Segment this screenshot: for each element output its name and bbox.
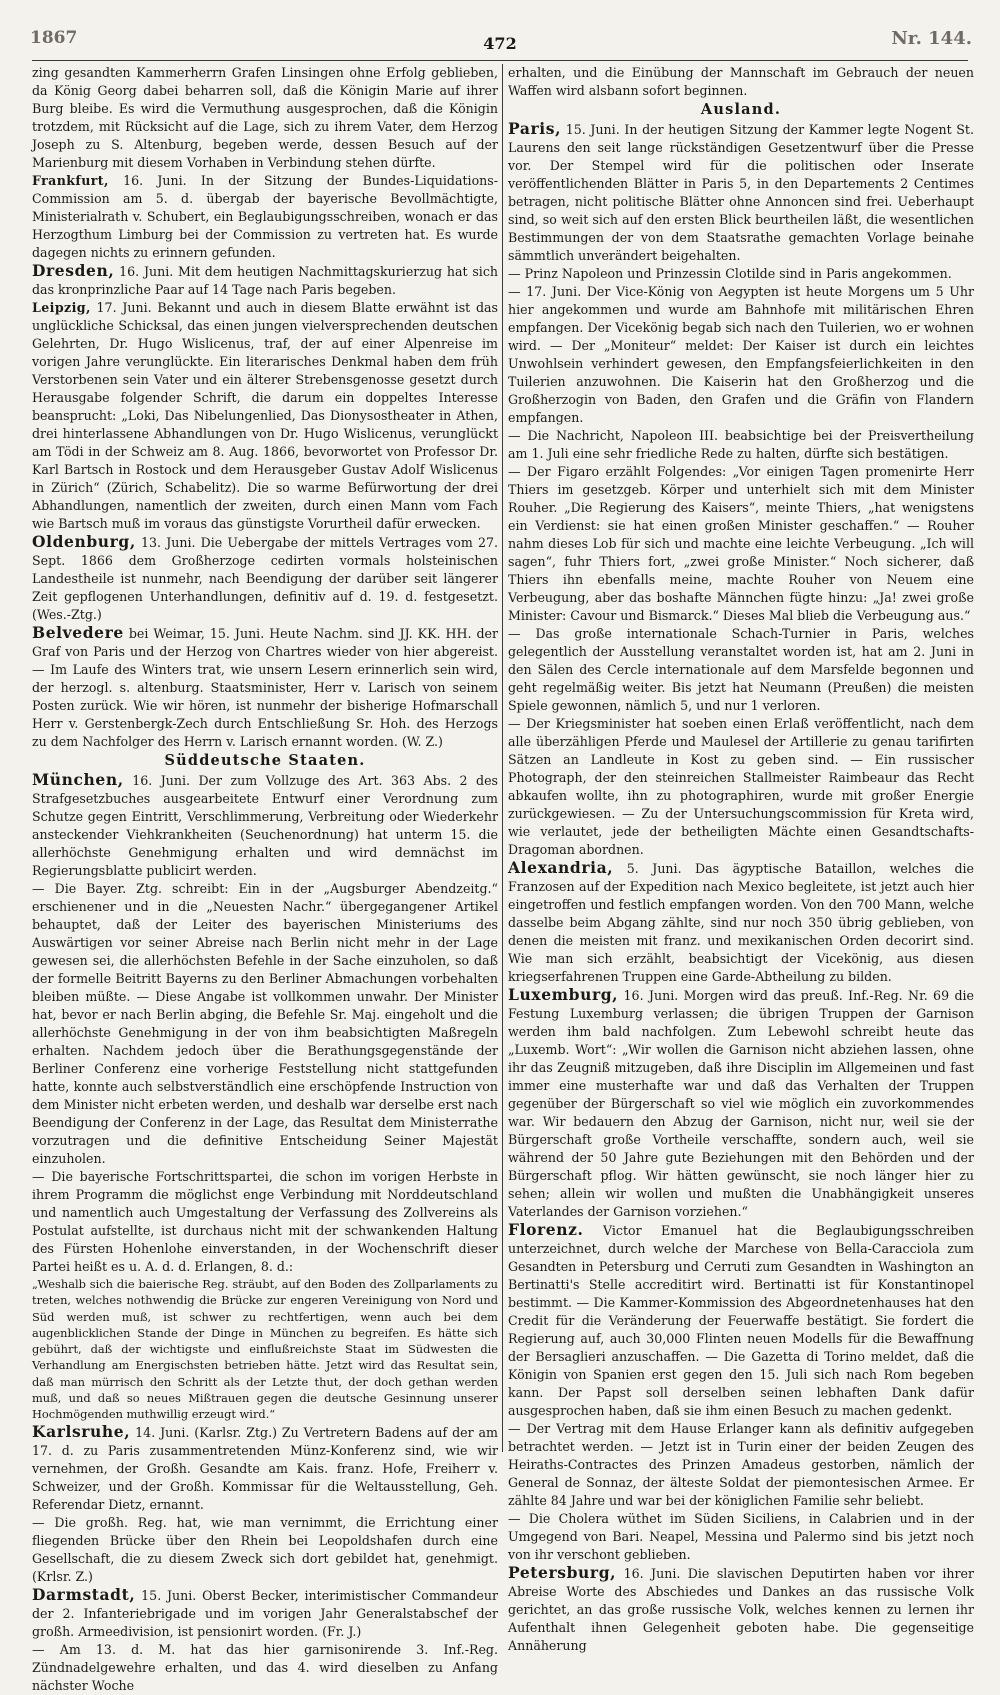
article-paragraph: — Der Vertrag mit dem Hause Erlanger kann als definitiv aufgegeben betrachtet werden. — Jetzt ist in Turin einer der beiden Zeugen des Heiraths-Contractes des Prinzen Amadeus gestorben, nämlich der General de Sonnaz, der älteste Soldat der piemontesischen Armee. Er zählte 84 Jahre und war bei der königlichen Familie sehr beliebt.	[508, 1421, 974, 1508]
article-paragraph: — Die Bayer. Ztg. schreibt: Ein in der „Augsburger Abendzeitg.“ erschienener und in die „Neuesten Nachr.“ übergegangener Artikel behauptet, daß der Leiter des bayerischen Ministeriums des Auswärtigen vor seiner Abreise nach Berlin nicht mehr in der Lage gewesen sei, die allerhöchsten Befehle in der Sache einzuholen, so daß der formelle Beitritt Bayerns zu den Berliner Abmachungen vorbehalten bleiben müßte. — Diese Angabe ist vollkommen unwahr. Der Minister hat, bevor er nach Berlin abging, die Befehle Sr. Maj. eingeholt und die allerhöchste Genehmigung in der von ihm beabsichtigten Maßregeln erhalten. Nachdem jedoch über die Berathungsgegenstände der Berliner Conferenz eine vorherige Feststellung nicht stattgefunden hatte, konnte auch selbstverständlich eine erschöpfende Instruction von dem Minister nicht erbeten werden, und deshalb war derselbe erst nach Beendigung der Conferenz in der Lage, das Resultat dem Ministerrathe vorzutragen und die definitive Entscheidung Seiner Majestät einzuholen.	[32, 881, 498, 1166]
article-paragraph: — Die Nachricht, Napoleon III. beabsichtige bei der Preisvertheilung am 1. Juli eine sehr friedliche Rede zu halten, dürfte sich bestätigen.	[508, 428, 974, 461]
section-heading: Süddeutsche Staaten.	[164, 752, 366, 769]
dateline-place: Karlsruhe,	[32, 1421, 131, 1441]
article-florenz	[508, 1221, 974, 1420]
dateline-place: Florenz.	[508, 1220, 584, 1239]
issue-number: Nr. 144.	[891, 28, 972, 49]
dateline-place: Petersburg,	[508, 1563, 617, 1582]
article-darmstadt	[32, 1586, 498, 1641]
article-oldenburg	[32, 533, 498, 624]
dateline-place: Frankfurt,	[32, 173, 109, 188]
article-paragraph: — Die bayerische Fortschrittspartei, die schon im vorigen Herbste in ihrem Programm die möglichst enge Verbindung mit Norddeutschland und namentlich auch Umgestaltung der Verfassung des Zollvereins als Postulat aufstellte, ist durchaus nicht mit der schwankenden Haltung des Fürsten Hohenlohe einverstanden, in der Wochenschrift dieser Partei heißt es u. A. d. d. Erlangen, 8. d.:	[32, 1169, 498, 1274]
quoted-paragraph: „Weshalb sich die baierische Reg. sträubt, auf den Boden des Zollparlaments zu treten, welches nothwendig die Brücke zur engeren Vereinigung von Nord und Süd werden muß, ist schwer zu rechtfertigen, wenn auch bei dem augenblicklichen Stande der Dinge in München zu begreifen. Es hätte sich gebührt, daß der wichtigste und einflußreichste Staat im Südwesten die Verhandlung am Energischsten betrieben hätte. Jetzt wird das Resultat sein, daß man mürrisch den Schritt als der Letzte thut, der doch gethan werden muß, und daß so neues Mißtrauen gegen die deutsche Gesinnung unserer Hochmögenden muthwillig erzeugt wird.“	[32, 1277, 498, 1422]
article-muenchen	[32, 771, 498, 880]
article-text: 15. Juni. Oberst Becker, interimistischer Commandeur der 2. Infanteriebrigade und im vorigen Jahr Generalstabschef der großh. Armeedivision, ist pensionirt worden. (Fr. J.)	[32, 1587, 498, 1639]
article-paragraph: — Am 13. d. M. hat das hier garnisonirende 3. Inf.-Reg. Zündnadelgewehre erhalten, und das 4. wird dieselben zu Anfang nächster Woche	[32, 1641, 498, 1693]
article-text: bei Weimar, 15. Juni. Heute Nachm. sind JJ. KK. HH. der Graf von Paris und der Herzog von Chartres wieder von hier abgereist. — Im Laufe des Winters trat, wie unsern Lesern erinnerlich sein wird, der herzogl. s. altenburg. Staatsminister, Herr v. Larisch von seinem Posten zurück. Wie wir hören, ist nunmehr der bisherige Hofmarschall Herr v. Gerstenbergk-Zech durch Entschließung Sr. Hoh. des Herzogs zu dem Nachfolger des Herrn v. Larisch ernannt worden. (W. Z.)	[32, 626, 498, 749]
dateline-place: München,	[32, 770, 124, 789]
dateline-place: Dresden,	[32, 261, 115, 280]
article-paragraph: — Prinz Napoleon und Prinzessin Clotilde sind in Paris angekommen.	[508, 266, 952, 281]
article-petersburg	[508, 1564, 974, 1655]
article-text: Victor Emanuel hat die Beglaubigungsschreiben unterzeichnet, durch welche der Marchese von Bella-Caracciola zum Gesandten in Petersburg und Cerruti zum Gesandten in Washington an Bertinatti's Stelle accreditirt wird. Bertinatti ist für Konstantinopel bestimmt. — Die Kammer-Kommission des Abgeordnetenhauses hat den Credit für die Veränderung der Feuerwaffe bestätigt. Sie fordert die Regierung auf, auch 30,000 Flinten neuen Modells für die Bewaffnung der Bersaglieri anzuschaffen. — Die Gazetta di Torino meldet, daß die Königin von Spanien erst gegen den 15. Juli sich nach Rom begeben kann. Der Papst soll derselben seinen lebhaften Dank dafür ausgesprochen haben, daß sie ihm einen Besuch zu machen gedenkt.	[508, 1223, 974, 1418]
dateline-place: Paris,	[508, 119, 562, 138]
dateline-place: Belvedere	[32, 623, 124, 642]
header-year: 1867	[30, 28, 78, 48]
dateline-place: Leipzig,	[32, 300, 91, 315]
article-paragraph: — Die großh. Reg. hat, wie man vernimmt, die Errichtung einer fliegenden Brücke über den Rhein bei Leopoldshafen durch eine Gesellschaft, die zu diesem Zweck sich dort gebildet hat, genehmigt. (Krlsr. Z.)	[32, 1514, 498, 1584]
article-text: 14. Juni. (Karlsr. Ztg.) Zu Vertretern Badens auf der am 17. d. zu Paris zusammentretenden Münz-Konferenz sind, wie wir vernehmen, der Großh. Gesandte am Kais. franz. Hofe, Freiherr v. Schweizer, und der Großh. Kommissar für die Weltausstellung, Geh. Referendar Dietz, ernannt.	[32, 1424, 498, 1512]
article-paris	[508, 120, 974, 265]
right-column	[508, 64, 974, 1653]
article-alexandria	[508, 859, 974, 986]
article-belvedere	[32, 624, 498, 751]
article-paragraph: — Das große internationale Schach-Turnier in Paris, welches gelegentlich der Ausstellung veranstaltet worden ist, hat am 2. Juni in den Sälen des Cercle internationale auf dem Marsfelde begonnen und geht regelmäßig weiter. Bis jetzt hat Neumann (Preußen) die meisten Spiele gewonnen, nämlich 5, und nur 1 verloren.	[508, 626, 974, 713]
article-dresden	[32, 262, 498, 299]
article-text: 5. Juni. Das ägyptische Bataillon, welches die Franzosen auf der Expedition nach Mexico begleitete, ist jetzt auch hier eingetroffen und festlich empfangen worden. Von den 700 Mann, welche dasselbe beim Abgang zählte, sind nur noch 350 übrig geblieben, von denen die meisten mit franz. und mexikanischen Orden decorirt sind. Wie man sich erzählt, beabsichtigt der Vicekönig, aus diesen kriegserfahrenen Truppen eine Garde-Abtheilung zu bilden.	[508, 861, 974, 984]
article-frankfurt	[32, 172, 498, 262]
article-paragraph: — Der Kriegsminister hat soeben einen Erlaß veröffentlicht, nach dem alle überzähligen Pferde und Maulesel der Artillerie zu genau tarifirten Sätzen an Landleute in Kost zu geben sind. — Ein russischer Photograph, der den steinreichen Stallmeister Raimbeaur das Recht abkaufen wollte, ihn zu photographiren, wurde mit großer Energie zurückgewiesen. — Zu der Untersuchungscommission für Kreta wird, wie verlautet, jede der betheiligten Mächte einen Gesandtschafts-Dragoman abordnen.	[508, 716, 974, 857]
page-header	[0, 0, 1000, 54]
article-paragraph: — Der Figaro erzählt Folgendes: „Vor einigen Tagen promenirte Herr Thiers im gesetzgeb. Körper und unterhielt sich mit dem Minister Rouher. „Die Regierung des Kaisers“, meinte Thiers, „hat wenigstens ein Verdienst: sie hat einen großen Minister geschaffen.“ — Rouher nahm dieses Lob für sich und machte eine leichte Verbeugung. „Ich will sagen“, fuhr Thiers fort, „zwei große Minister.“ Noch sicherer, daß Thiers ihn ebenfalls meine, machte Rouher von Neuem eine Verbeugung, aber das boshafte Männchen fügte hinzu: „Ja! zwei große Minister: Cavour und Bismarck.“ Dieses Mal blieb die Verbeugung aus.“	[508, 464, 974, 623]
column-divider	[502, 64, 503, 1452]
dateline-place: Luxemburg,	[508, 985, 619, 1004]
article-text: 16. Juni. In der Sitzung der Bundes-Liquidations-Commission am 5. d. übergab der bayerische Bevollmächtigte, Ministerialrath v. Schubert, ein Beglaubigungsschreiben, wonach er das Herzogthum Limburg bei der Commission zu vertreten hat. Es wurde dagegen nichts zu erinnern gefunden.	[32, 173, 498, 260]
left-column	[32, 64, 498, 1693]
article-text: 16. Juni. Mit dem heutigen Nachmittagskurierzug hat sich das kronprinzliche Paar auf 14 Tage nach Paris begeben.	[32, 264, 498, 297]
dateline-place: Darmstadt,	[32, 1584, 136, 1604]
dateline-place: Oldenburg,	[32, 532, 136, 551]
article-leipzig	[32, 299, 498, 533]
header-rule	[32, 60, 968, 61]
article-paragraph: zing gesandten Kammerherrn Grafen Linsingen ohne Erfolg geblieben, da König Georg dabei beharren soll, daß die Königin Marie auf ihrer Burg bleibe. Es wird die Vermuthung ausgesprochen, daß die Königin trotzdem, mit Rücksicht auf die Lage, sich zu ihrem Vater, dem Herzog Joseph zu S. Altenburg, begeben werde, dessen Besuch auf der Marienburg mit diesem Vorhaben in Verbindung stehen dürfte.	[32, 65, 498, 170]
article-paragraph: — 17. Juni. Der Vice-König von Aegypten ist heute Morgens um 5 Uhr hier angekommen und wurde am Bahnhofe mit militärischen Ehren empfangen. Der Vicekönig begab sich nach den Tuilerien, wo er wohnen wird. — Der „Moniteur“ meldet: Der Kaiser ist durch ein leichtes Unwohlsein verhindert gewesen, den Empfangsfeierlichkeiten in den Tuilerien anzuwohnen. Die Kaiserin hat den Großherzog und die Großherzogin von Baden, den Grafen und die Gräfin von Flandern empfangen.	[508, 284, 974, 425]
article-paragraph: — Die Cholera wüthet im Süden Siciliens, in Calabrien und in der Umgegend von Bari. Neapel, Messina und Palermo sind bis jetzt noch von ihr verschont geblieben.	[508, 1511, 974, 1562]
article-text: 16. Juni. Morgen wird das preuß. Inf.-Reg. Nr. 69 die Festung Luxemburg verlassen; die übrigen Truppen der Garnison werden ihm bald nachfolgen. Zum Lebewohl schreibt heute das „Luxemb. Wort“: „Wir wollen die Garnison nicht abziehen lassen, ohne ihr das Zeugniß mitzugeben, daß ihre Disciplin im Allgemeinen und fast immer eine musterhafte war und daß das Verhalten der Truppen gegenüber der Bürgerschaft so viel wie möglich ein zuvorkommendes war. Wir bedauern den Abzug der Garnison, nicht nur, weil sie der Bürgerschaft große Vortheile verschaffte, sondern auch, weil sie während der 50 Jahre gute Beziehungen mit den Behörden und der Bürgerschaft pflog. Wir hätten gewünscht, sie noch länger hier zu sehen; allein wir wollen und mußten die Unabhängigkeit unseres Vaterlandes der Garnison vorziehen.“	[508, 988, 974, 1219]
article-paragraph: erhalten, und die Einübung der Mannschaft im Gebrauch der neuen Waffen wird alsbann sofort beginnen.	[508, 65, 974, 98]
article-text: 13. Juni. Die Uebergabe der mittels Vertrages vom 27. Sept. 1866 dem Großherzoge cedirten vormals holsteinischen Landestheile ist nunmehr, nach Beendigung der darüber seit längerer Zeit gepflogenen Unterhandlungen, definitiv auf d. 19. d. festgesetzt. (Wes.-Ztg.)	[32, 535, 498, 622]
page-number: 472	[483, 34, 517, 53]
article-text: 16. Juni. Der zum Vollzuge des Art. 363 Abs. 2 des Strafgesetzbuches ausgearbeitete Entwurf einer Verordnung zum Schutze gegen Eintritt, Verschlimmerung, Verbreitung oder Wiederkehr ansteckender Viehkrankheiten (Seuchenordnung) hat unterm 15. die allerhöchste Genehmigung erhalten und wird demnächst im Regierungsblatte publicirt werden.	[32, 773, 498, 878]
article-luxemburg	[508, 986, 974, 1221]
article-text: 17. Juni. Bekannt und auch in diesem Blatte erwähnt ist das unglückliche Schicksal, das einen jungen vielversprechenden deutschen Gelehrten, Dr. Hugo Wislicenus, traf, der auf einer Alpenreise im vorigen Jahre verunglückte. Ein literarisches Denkmal haben dem früh Verstorbenen sein Vater und ein älterer Strebensgenosse gesetzt durch Herausgabe folgender Schrift, die darum ein doppeltes Interesse beansprucht: „Loki, Das Nibelungenlied, Das Dionysostheater in Athen, drei hinterlassene Abhandlungen von Dr. Hugo Wislicenus, verunglückt am Tödi in der Schweiz am 8. Aug. 1866, bevorwortet von Professor Dr. Karl Bartsch in Rostock und dem Herausgeber Gustav Adolf Wislicenus in Zürich“ (Zürich, Schabelitz). Die so warme Befürwortung der drei Abhandlungen, namentlich der zweiten, durch einen Mann vom Fach wie Bartsch muß im voraus das günstigste Vorurtheil dafür erwecken.	[32, 300, 498, 531]
article-text: 16. Juni. Die slavischen Deputirten haben vor ihrer Abreise Worte des Abschiedes und Dankes an das russische Volk gerichtet, an das große russische Volk, welches kennen zu lernen ihr Aufenthalt ihnen Gelegenheit geboten habe. Die gegenseitige Annäherung	[508, 1566, 974, 1653]
section-heading: Ausland.	[700, 101, 782, 118]
article-text: 15. Juni. In der heutigen Sitzung der Kammer legte Nogent St. Laurens den seit lange rückständigen Gesetzentwurf über die Presse vor. Der Stempel wird für die politischen oder Inserate veröffentlichenden Blätter in Paris 5, in den Departements 2 Centimes betragen, nicht politische Blätter ohne Annoncen sind frei. Ueberhaupt sind, so weit sich auf den ersten Blick beurtheilen läßt, die wesentlichen Bestimmungen der von dem Staatsrathe gemachten Vorlage beinahe sämmtlich unverändert beigehalten.	[508, 122, 974, 263]
article-karlsruhe	[32, 1423, 498, 1514]
dateline-place: Alexandria,	[508, 858, 614, 877]
